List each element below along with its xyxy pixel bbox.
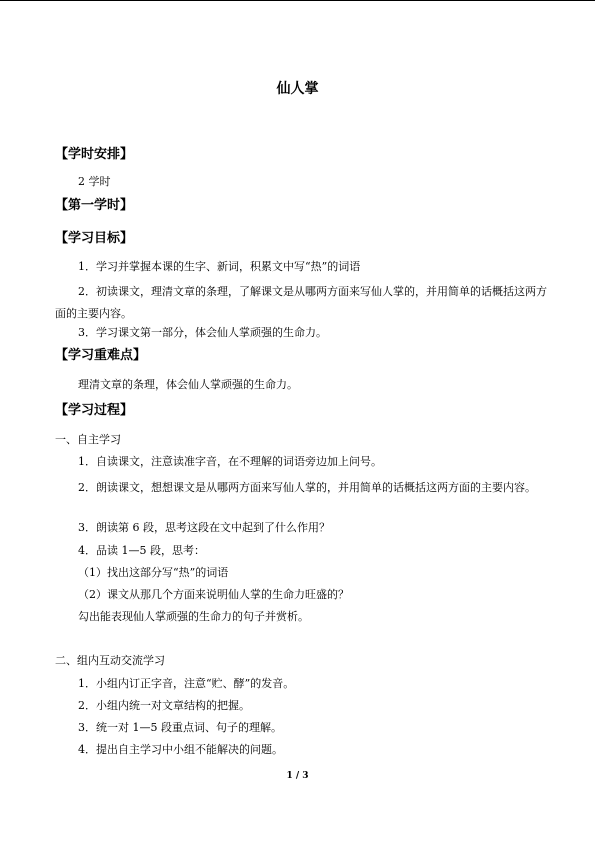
page-title: 仙人掌 xyxy=(276,81,319,97)
part1-item-2: 2．朗读课文，想想课文是从哪两方面来写仙人掌的，并用简单的话概括这两方面的主要内容。 xyxy=(78,481,536,494)
top-border xyxy=(0,0,595,1)
part1-item-1: 1．自读课文，注意读准字音，在不理解的词语旁边加上问号。 xyxy=(78,455,382,468)
part1-item-4: 4．品读 1—5 段，思考： xyxy=(78,544,205,557)
page-number: 1 / 3 xyxy=(286,771,309,781)
part2-item-3: 3．统一对 1—5 段重点词、句子的理解。 xyxy=(78,721,282,734)
heading-process: 【学习过程】 xyxy=(55,403,134,418)
goal-item-2: 2．初读课文，理清文章的条理，了解课文是从哪两方面来写仙人掌的，并用简单的话概括这两方面的主要内容。 xyxy=(55,285,547,320)
part1-item-3: 3．朗读第 6 段，思考这段在文中起到了什么作用？ xyxy=(78,521,330,534)
part1-sub-1: （1）找出这部分写“热”的词语 xyxy=(78,566,229,579)
heading-goals: 【学习目标】 xyxy=(55,231,134,246)
heading-first-session: 【第一学时】 xyxy=(55,198,134,213)
part2-item-4: 4．提出自主学习中小组不能解决的问题。 xyxy=(78,743,283,756)
part1-sub-2: （2）课文从那几个方面来说明仙人掌的生命力旺盛的？ xyxy=(78,588,349,601)
schedule-text: 2 学时 xyxy=(78,175,111,188)
part1-title: 一、自主学习 xyxy=(55,433,121,446)
goal-item-3: 3．学习课文第一部分，体会仙人掌顽强的生命力。 xyxy=(78,326,327,339)
key-points-text: 理清文章的条理，体会仙人掌顽强的生命力。 xyxy=(78,378,298,391)
part2-item-2: 2．小组内统一对文章结构的把握。 xyxy=(78,699,250,712)
part2-item-1: 1．小组内订正字音，注意“贮、酵”的发音。 xyxy=(78,677,295,690)
part2-title: 二、组内互动交流学习 xyxy=(55,654,165,667)
heading-schedule: 【学时安排】 xyxy=(55,147,134,162)
part1-tail: 勾出能表现仙人掌顽强的生命力的句子并赏析。 xyxy=(78,610,309,623)
heading-key-points: 【学习重难点】 xyxy=(55,348,147,363)
goal-item-1: 1．学习并掌握本课的生字、新词，积累文中写“热”的词语 xyxy=(78,260,361,273)
